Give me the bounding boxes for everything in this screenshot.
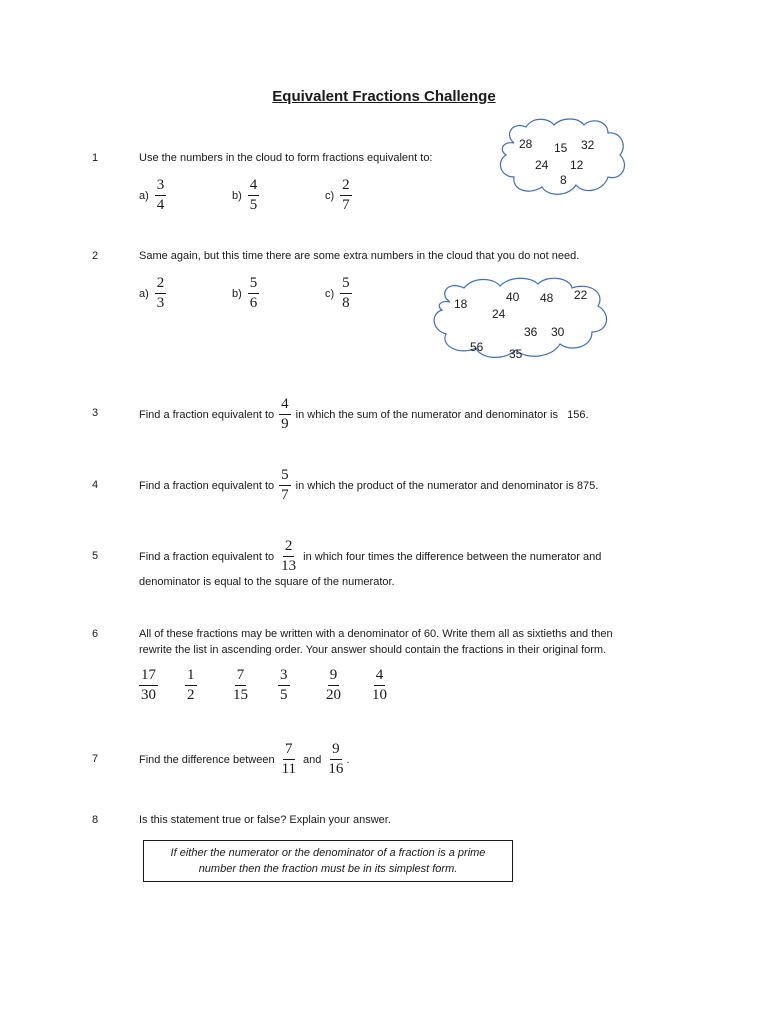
q6-text-line2: rewrite the list in ascending order. Your answer should contain the fractions in their original form. bbox=[139, 644, 607, 656]
denominator: 11 bbox=[281, 761, 297, 777]
denominator: 13 bbox=[281, 558, 297, 574]
numerator: 2 bbox=[283, 539, 295, 557]
q2-part-c-fraction bbox=[340, 276, 352, 311]
denominator: 5 bbox=[280, 687, 288, 703]
question-1-text: Use the numbers in the cloud to form fractions equivalent to: bbox=[139, 152, 433, 164]
q4-fraction bbox=[279, 468, 291, 503]
q5-fraction bbox=[279, 539, 298, 574]
page-title: Equivalent Fractions Challenge bbox=[272, 88, 496, 105]
q6-fraction bbox=[324, 668, 343, 703]
q7-end: . bbox=[346, 753, 350, 766]
q5-text-line2: denominator is equal to the square of the numerator. bbox=[139, 576, 395, 588]
q7-and: and bbox=[303, 753, 322, 766]
cloud-1-shape bbox=[496, 115, 630, 203]
q2-part-b bbox=[232, 276, 259, 311]
q1-part-b bbox=[232, 178, 259, 213]
q6-fraction bbox=[278, 668, 290, 703]
numerator: 2 bbox=[340, 178, 352, 196]
q1-part-a bbox=[139, 178, 166, 213]
cloud-2-number: 22 bbox=[574, 288, 588, 302]
question-number-1: 1 bbox=[92, 152, 99, 164]
q2-part-c-label: c) bbox=[325, 287, 335, 300]
q3-text-after: in which the sum of the numerator and denominator is 156. bbox=[295, 408, 589, 421]
question-number-5: 5 bbox=[92, 550, 99, 562]
question-2-text: Same again, but this time there are some extra numbers in the cloud that you do not need. bbox=[139, 250, 580, 262]
question-number-3: 3 bbox=[92, 407, 99, 419]
q2-part-a bbox=[139, 276, 166, 311]
denominator: 30 bbox=[141, 687, 156, 703]
cloud-1-number: 12 bbox=[570, 158, 584, 172]
denominator: 9 bbox=[281, 416, 289, 432]
denominator: 6 bbox=[249, 295, 258, 311]
question-8-text: Is this statement true or false? Explain your answer. bbox=[139, 814, 391, 826]
q1-part-c-fraction bbox=[340, 178, 352, 213]
q1-part-b-fraction bbox=[248, 178, 260, 213]
q1-part-a-label: a) bbox=[139, 189, 149, 202]
cloud-1-number: 32 bbox=[581, 138, 595, 152]
numerator: 5 bbox=[340, 276, 352, 294]
denominator: 8 bbox=[342, 295, 350, 311]
numerator: 4 bbox=[248, 178, 260, 196]
question-number-2: 2 bbox=[92, 250, 99, 262]
cloud-2-number: 40 bbox=[506, 290, 520, 304]
q2-part-b-fraction bbox=[248, 276, 260, 311]
q1-part-c-label: c) bbox=[325, 189, 335, 202]
statement-line-1: If either the numerator or the denominator of a fraction is a prime bbox=[170, 847, 486, 859]
q2-part-b-label: b) bbox=[232, 287, 242, 300]
statement-box bbox=[143, 840, 513, 882]
denominator: 4 bbox=[156, 197, 165, 213]
q2-part-a-fraction bbox=[155, 276, 167, 311]
cloud-2-number: 18 bbox=[454, 297, 468, 311]
q5-text-before: Find a fraction equivalent to bbox=[139, 550, 275, 563]
numerator: 3 bbox=[278, 668, 290, 686]
numerator: 7 bbox=[235, 668, 247, 686]
q4-text-after: in which the product of the numerator and denominator is 875. bbox=[295, 479, 599, 492]
question-7-text bbox=[139, 742, 349, 777]
cloud-1-number: 24 bbox=[535, 158, 549, 172]
numerator: 9 bbox=[330, 742, 342, 760]
q1-part-c bbox=[325, 178, 352, 213]
numerator: 5 bbox=[279, 468, 291, 486]
q6-text-line1: All of these fractions may be written with a denominator of 60. Write them all as sixtieths and then bbox=[139, 628, 613, 640]
question-number-8: 8 bbox=[92, 814, 99, 826]
cloud-2-number: 36 bbox=[524, 325, 538, 339]
q7-fraction-1 bbox=[280, 742, 298, 777]
denominator: 16 bbox=[328, 761, 344, 777]
numerator: 1 bbox=[185, 668, 197, 686]
q2-part-a-label: a) bbox=[139, 287, 149, 300]
q3-text-before: Find a fraction equivalent to bbox=[139, 408, 275, 421]
question-number-7: 7 bbox=[92, 753, 99, 765]
numerator: 4 bbox=[374, 668, 386, 686]
q1-part-a-fraction bbox=[155, 178, 167, 213]
q2-part-c bbox=[325, 276, 352, 311]
cloud-2-number: 35 bbox=[509, 347, 523, 361]
numerator: 7 bbox=[283, 742, 295, 760]
q3-fraction bbox=[279, 397, 291, 432]
denominator: 3 bbox=[156, 295, 165, 311]
q6-fraction bbox=[231, 668, 250, 703]
denominator: 20 bbox=[326, 687, 341, 703]
cloud-1-number: 8 bbox=[560, 173, 567, 187]
q4-text-before: Find a fraction equivalent to bbox=[139, 479, 275, 492]
numerator: 9 bbox=[328, 668, 340, 686]
denominator: 10 bbox=[372, 687, 387, 703]
denominator: 15 bbox=[233, 687, 248, 703]
cloud-2-number: 56 bbox=[470, 340, 484, 354]
cloud-1-number: 15 bbox=[554, 141, 568, 155]
denominator: 2 bbox=[187, 687, 195, 703]
cloud-2-number: 48 bbox=[540, 291, 554, 305]
numerator: 17 bbox=[139, 668, 158, 686]
question-5-text bbox=[139, 539, 601, 574]
cloud-2-number: 24 bbox=[492, 307, 506, 321]
cloud-2-number: 30 bbox=[551, 325, 565, 339]
cloud-1-number: 28 bbox=[519, 137, 533, 151]
q6-fraction bbox=[370, 668, 389, 703]
statement-line-2: number then the fraction must be in its simplest form. bbox=[198, 863, 458, 875]
q7-text-before: Find the difference between bbox=[139, 753, 275, 766]
numerator: 2 bbox=[155, 276, 167, 294]
question-4-text bbox=[139, 468, 598, 503]
question-3-text bbox=[139, 397, 589, 432]
denominator: 7 bbox=[342, 197, 350, 213]
numerator: 5 bbox=[248, 276, 260, 294]
numerator: 3 bbox=[155, 178, 167, 196]
q6-fraction bbox=[139, 668, 158, 703]
question-number-4: 4 bbox=[92, 479, 99, 491]
denominator: 5 bbox=[249, 197, 258, 213]
q1-part-b-label: b) bbox=[232, 189, 242, 202]
numerator: 4 bbox=[279, 397, 291, 415]
denominator: 7 bbox=[281, 487, 289, 503]
q5-text-after: in which four times the difference between the numerator and bbox=[303, 550, 602, 563]
question-number-6: 6 bbox=[92, 628, 99, 640]
q6-fraction bbox=[185, 668, 197, 703]
q7-fraction-2 bbox=[326, 742, 345, 777]
